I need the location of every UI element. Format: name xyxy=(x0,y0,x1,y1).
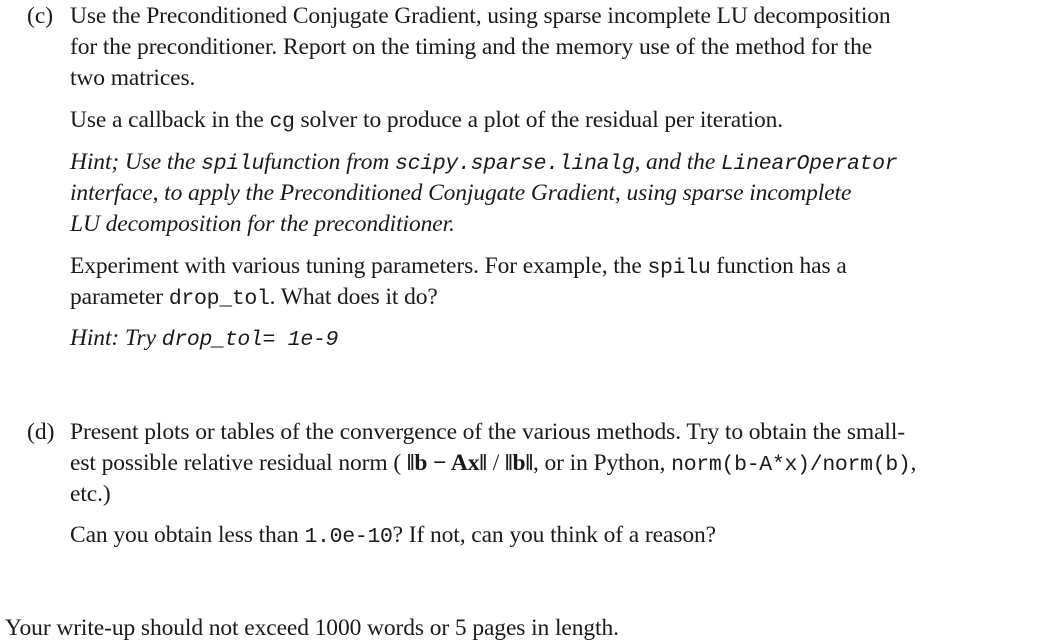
part-d-label: (d) xyxy=(27,419,55,445)
hint1-linearoperator-code: LinearOperator xyxy=(720,152,898,176)
norm-b-minus-ax: ‖b − Ax‖ xyxy=(406,450,487,476)
hint2-code: drop_tol= 1e-9 xyxy=(161,328,339,352)
question-line xyxy=(70,521,716,551)
hint1-pre: Hint; Use the xyxy=(70,149,196,175)
cg-code: cg xyxy=(269,110,295,134)
callback-pre: Use a callback in the xyxy=(70,107,264,133)
threshold-code: 1.0e-10 xyxy=(304,525,393,549)
norm-slash: / xyxy=(492,450,500,476)
hint1-spilu-code: spilu xyxy=(201,152,265,176)
part-c-line2: for the preconditioner. Report on the timing and the memory use of the method for the xyxy=(70,34,873,60)
hint1-mid1: function from xyxy=(264,149,390,175)
line2-mid: , or in Python, xyxy=(532,450,666,476)
norm-python-code: norm(b-A*x)/norm(b) xyxy=(671,453,911,477)
hint1-scipy-code: scipy.sparse.linalg xyxy=(395,152,635,176)
experiment-pre: Experiment with various tuning parameters. For example, the xyxy=(70,253,642,279)
experiment-line2 xyxy=(70,283,438,313)
callback-paragraph xyxy=(70,106,783,136)
part-c-line3: two matrices. xyxy=(70,65,196,91)
param-pre: parameter xyxy=(70,284,164,310)
footer-note: Your write-up should not exceed 1000 words or 5 pages in length. xyxy=(5,615,619,641)
line2-post: , xyxy=(910,450,917,476)
experiment-post: function has a xyxy=(716,253,847,279)
part-d-line3: etc.) xyxy=(70,481,111,507)
question-post: ? If not, can you think of a reason? xyxy=(392,522,716,548)
experiment-line1 xyxy=(70,252,847,282)
part-d-line1: Present plots or tables of the convergence of the various methods. Try to obtain the small- xyxy=(70,419,906,445)
part-c-label: (c) xyxy=(27,3,54,29)
line2-pre: est possible relative residual norm ( xyxy=(70,450,402,476)
hint1-mid2: , and the xyxy=(634,149,716,175)
hint2-line xyxy=(70,324,338,354)
question-pre: Can you obtain less than xyxy=(70,522,299,548)
callback-post: solver to produce a plot of the residual per iteration. xyxy=(300,107,784,133)
param-post: . What does it do? xyxy=(269,284,438,310)
hint2-pre: Hint: Try xyxy=(70,325,156,351)
part-d-line2 xyxy=(70,449,916,479)
experiment-spilu-code: spilu xyxy=(647,256,711,280)
part-c-line1: Use the Preconditioned Conjugate Gradient, using sparse incomplete LU decomposition xyxy=(70,3,891,29)
hint1-line2: interface, to apply the Preconditioned Conjugate Gradient, using sparse incomplete xyxy=(70,180,852,206)
hint1-line3: LU decomposition for the preconditioner. xyxy=(70,211,455,237)
drop-tol-code: drop_tol xyxy=(168,287,270,311)
norm-b: ‖b‖ xyxy=(504,450,533,476)
hint1-line1 xyxy=(70,148,897,178)
